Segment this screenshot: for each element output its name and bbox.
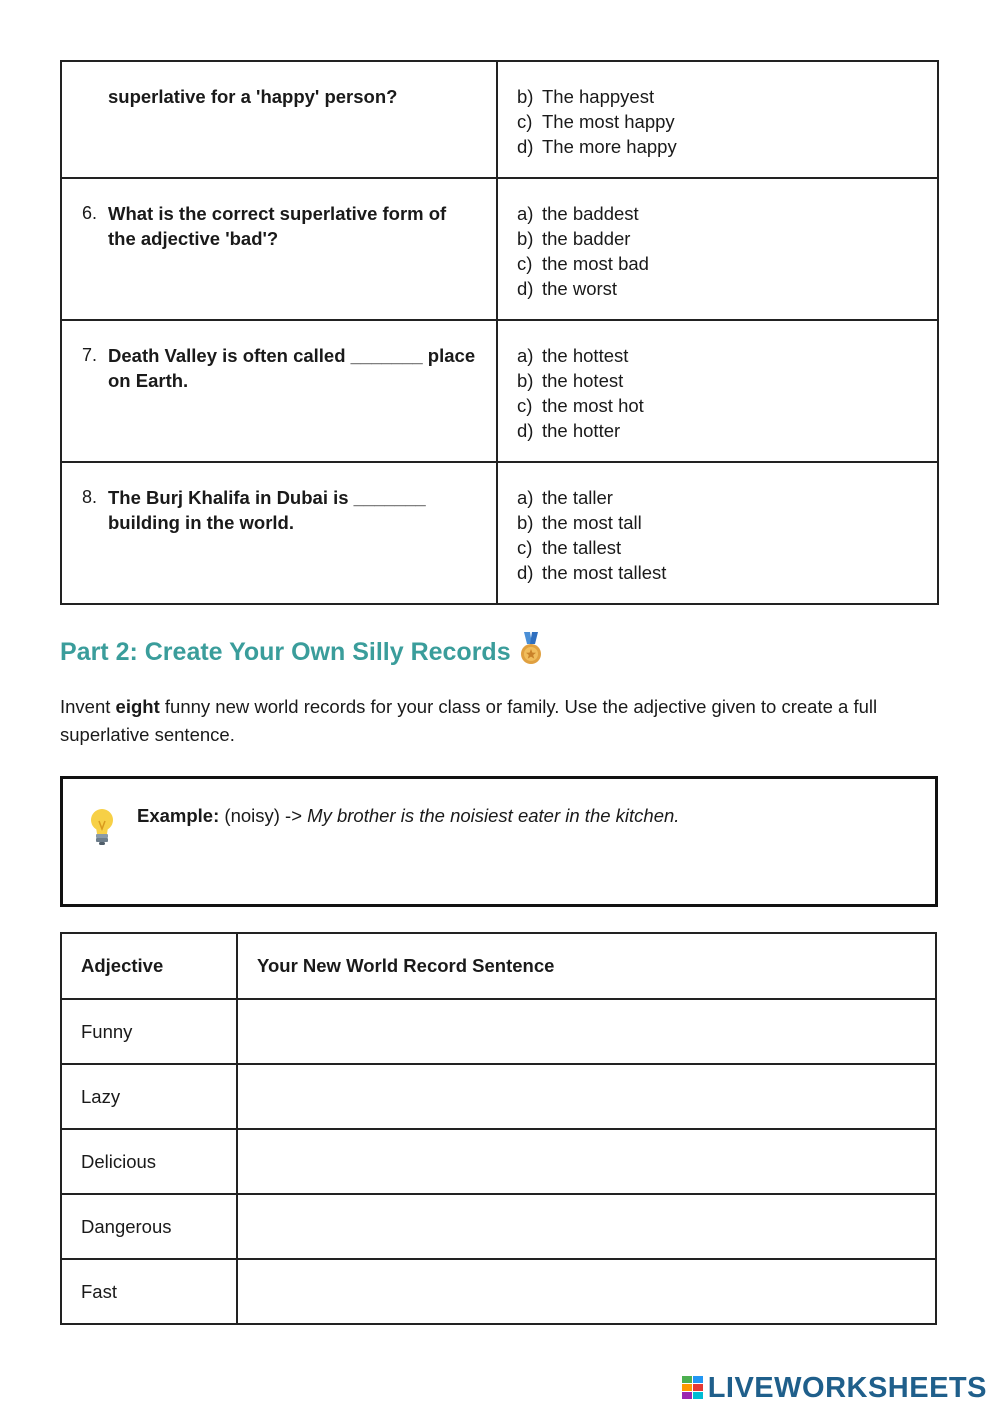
adjective-cell: Fast xyxy=(61,1259,237,1324)
options-cell xyxy=(497,61,938,178)
option-text: the most hot xyxy=(542,395,644,416)
quiz-row xyxy=(61,178,938,320)
adjective-cell: Dangerous xyxy=(61,1194,237,1259)
option-text: the most tallest xyxy=(542,562,667,583)
option-letter: a) xyxy=(517,487,534,508)
option-c[interactable] xyxy=(517,251,937,276)
table-row xyxy=(61,1259,936,1324)
option-text: the tallest xyxy=(542,537,622,558)
column-header-adjective: Adjective xyxy=(61,933,237,999)
option-text: The happyest xyxy=(542,86,655,107)
lightbulb-icon xyxy=(87,807,117,847)
sentence-answer-field[interactable] xyxy=(237,999,936,1064)
brand-name: LIVEWORKSHEETS xyxy=(707,1371,987,1404)
option-text: the baddest xyxy=(542,203,639,224)
column-header-sentence: Your New World Record Sentence xyxy=(237,933,936,999)
sentence-answer-field[interactable] xyxy=(237,1194,936,1259)
question-cell xyxy=(61,320,497,462)
option-text: The more happy xyxy=(542,136,677,157)
example-adjective: (noisy) -> xyxy=(224,805,303,826)
sentence-answer-field[interactable] xyxy=(237,1064,936,1129)
liveworksheets-logo-icon xyxy=(682,1376,704,1400)
question-text: What is the correct superlative form of the adjective 'bad'? xyxy=(108,203,447,249)
table-row xyxy=(61,1194,936,1259)
question-text: Death Valley is often called _______ place on Earth. xyxy=(108,345,476,391)
option-letter: c) xyxy=(517,395,533,416)
adjective-cell: Funny xyxy=(61,999,237,1064)
option-b[interactable] xyxy=(517,510,937,535)
option-a[interactable] xyxy=(517,485,937,510)
option-d[interactable] xyxy=(517,134,937,159)
quiz-table xyxy=(60,60,939,605)
option-letter: d) xyxy=(517,278,534,299)
medal-icon xyxy=(519,632,543,666)
option-text: the badder xyxy=(542,228,631,249)
section-title xyxy=(60,632,543,667)
liveworksheets-logo[interactable] xyxy=(682,1370,987,1406)
question-number: 8. xyxy=(82,487,98,507)
option-d[interactable] xyxy=(517,560,937,585)
option-b[interactable] xyxy=(517,84,937,109)
question-cell xyxy=(61,462,497,604)
option-c[interactable] xyxy=(517,393,937,418)
option-letter: b) xyxy=(517,370,534,391)
quiz-row xyxy=(61,61,938,178)
question-cell xyxy=(61,178,497,320)
option-text: the worst xyxy=(542,278,618,299)
question-number: 6. xyxy=(82,203,98,223)
records-table xyxy=(60,932,937,1325)
option-letter: b) xyxy=(517,228,534,249)
question-text: The Burj Khalifa in Dubai is _______ building in the world. xyxy=(108,487,426,533)
section-title-text: Part 2: Create Your Own Silly Records xyxy=(60,638,511,666)
option-letter: a) xyxy=(517,203,534,224)
option-letter: d) xyxy=(517,562,534,583)
instructions-text: Invent xyxy=(60,696,116,717)
quiz-row xyxy=(61,320,938,462)
example-label: Example: xyxy=(137,805,220,826)
option-a[interactable] xyxy=(517,343,937,368)
table-row xyxy=(61,999,936,1064)
question-cell xyxy=(61,61,497,178)
option-text: the most tall xyxy=(542,512,642,533)
option-text: the most bad xyxy=(542,253,649,274)
options-cell xyxy=(497,178,938,320)
option-b[interactable] xyxy=(517,368,937,393)
option-letter: d) xyxy=(517,420,534,441)
option-letter: b) xyxy=(517,86,534,107)
option-text: the hottest xyxy=(542,345,629,366)
instructions xyxy=(60,693,940,749)
table-row xyxy=(61,1064,936,1129)
option-text: the taller xyxy=(542,487,613,508)
adjective-cell: Lazy xyxy=(61,1064,237,1129)
option-text: the hotter xyxy=(542,420,621,441)
instructions-text-rest: funny new world records for your class or family. Use the adjective given to create a full superlative sentence. xyxy=(60,696,878,745)
option-letter: c) xyxy=(517,253,533,274)
quiz-row xyxy=(61,462,938,604)
option-c[interactable] xyxy=(517,109,937,134)
option-d[interactable] xyxy=(517,418,937,443)
sentence-answer-field[interactable] xyxy=(237,1259,936,1324)
question-text: superlative for a 'happy' person? xyxy=(108,86,398,107)
option-b[interactable] xyxy=(517,226,937,251)
option-d[interactable] xyxy=(517,276,937,301)
option-letter: c) xyxy=(517,111,533,132)
adjective-cell: Delicious xyxy=(61,1129,237,1194)
options-cell xyxy=(497,320,938,462)
option-c[interactable] xyxy=(517,535,937,560)
option-text: the hotest xyxy=(542,370,624,391)
option-letter: b) xyxy=(517,512,534,533)
option-text: The most happy xyxy=(542,111,675,132)
example-text xyxy=(137,803,679,829)
example-sentence: My brother is the noisiest eater in the kitchen. xyxy=(307,805,680,826)
table-header-row xyxy=(61,933,936,999)
options-cell xyxy=(497,462,938,604)
instructions-emphasis: eight xyxy=(115,696,160,717)
example-box xyxy=(60,776,938,907)
option-letter: d) xyxy=(517,136,534,157)
sentence-answer-field[interactable] xyxy=(237,1129,936,1194)
question-number: 7. xyxy=(82,345,98,365)
option-letter: a) xyxy=(517,345,534,366)
option-a[interactable] xyxy=(517,201,937,226)
table-row xyxy=(61,1129,936,1194)
option-letter: c) xyxy=(517,537,533,558)
